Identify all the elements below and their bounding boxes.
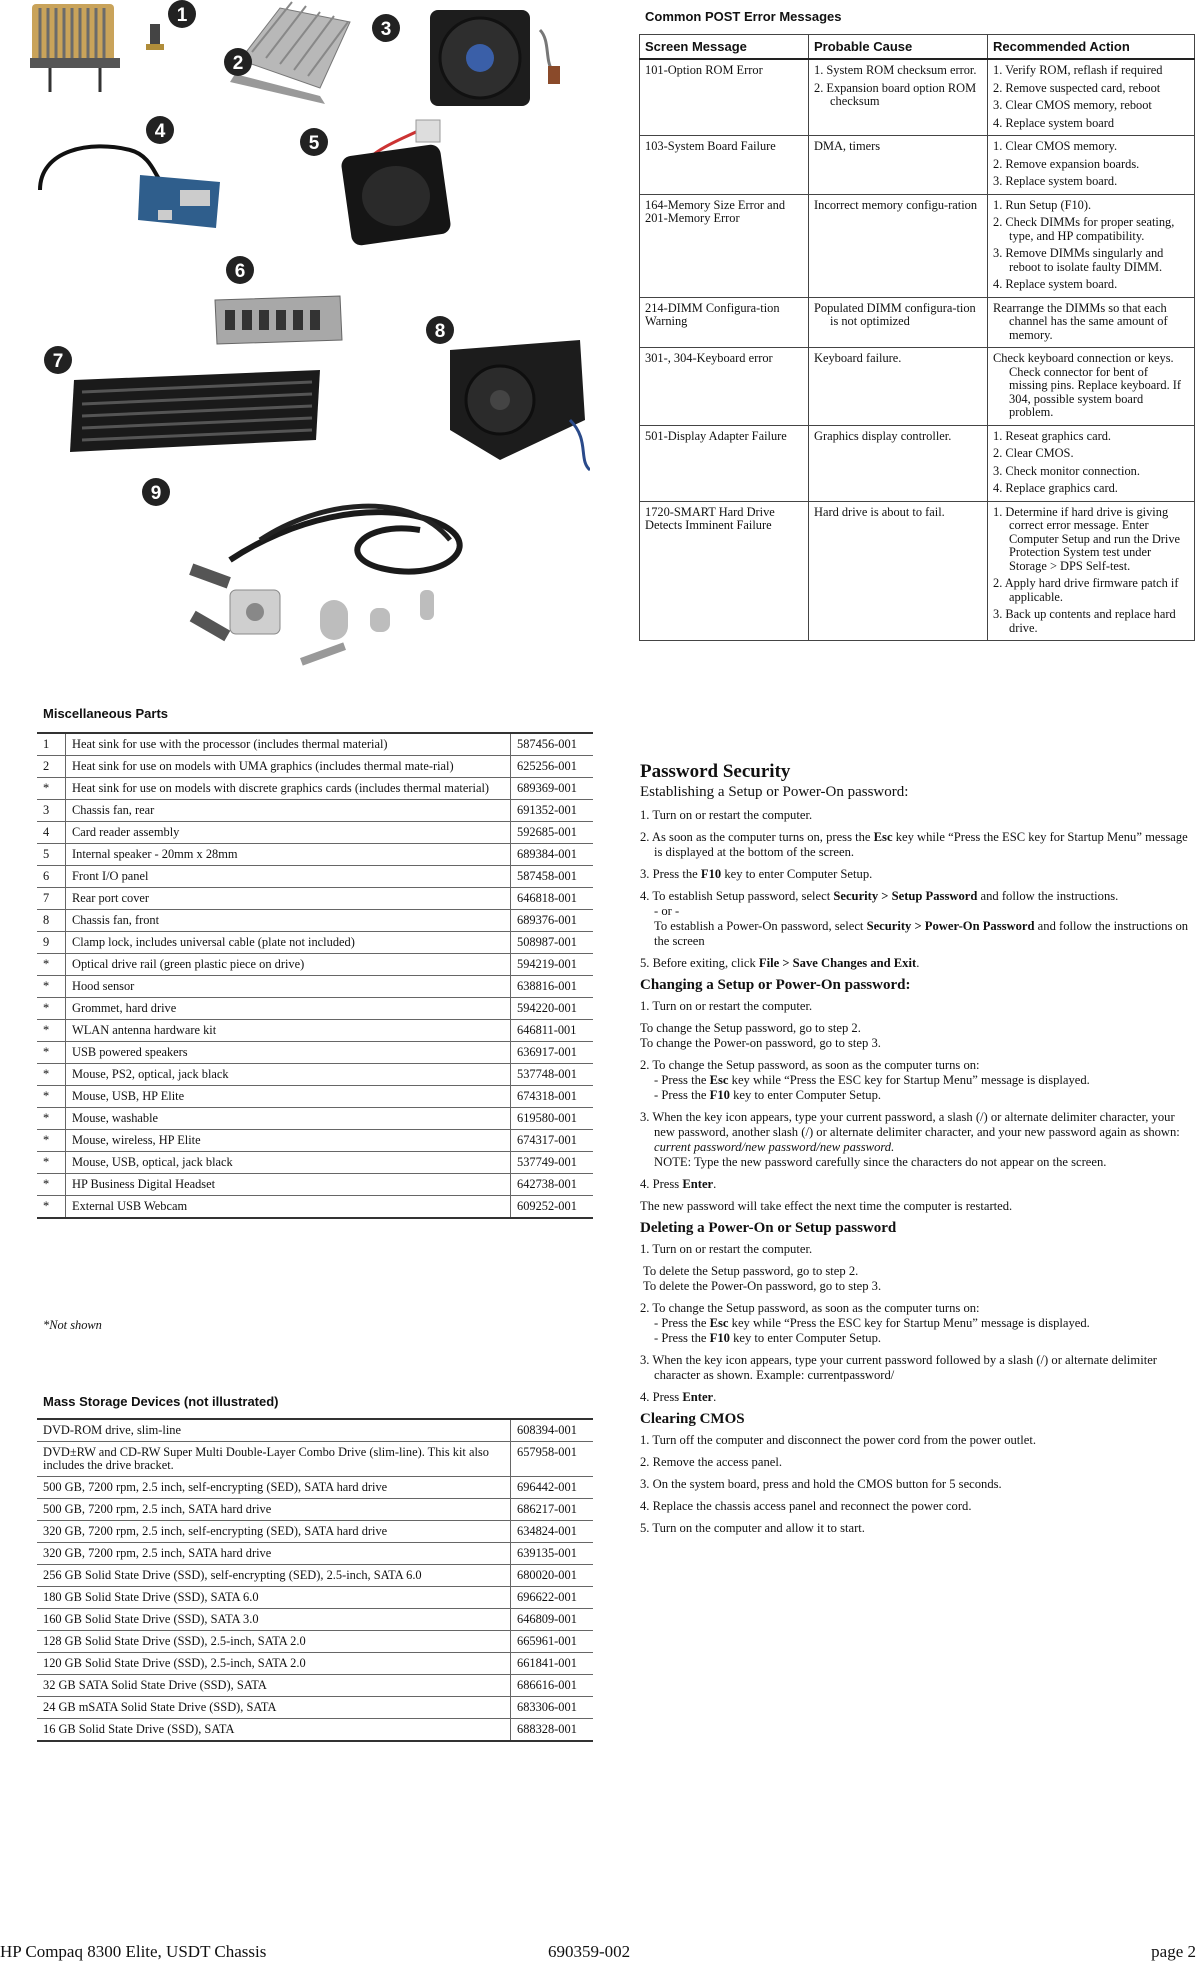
callout-5	[300, 128, 328, 156]
footer-page-number: page 2	[1151, 1942, 1196, 1961]
misc-part-row	[37, 733, 593, 756]
change-step-1: 1. Turn on or restart the computer.	[640, 999, 813, 1013]
post-errors-title: Common POST Error Messages	[645, 9, 842, 24]
mass-storage-title: Mass Storage Devices (not illustrated)	[43, 1394, 279, 1409]
misc-part-number-label: *	[37, 1064, 66, 1086]
misc-part-spare-number: 594219-001	[511, 954, 594, 976]
delete-routing-text: To delete the Setup password, go to step 2. To delete the Power-On password, go to step 3.	[643, 1264, 882, 1293]
misc-part-number-label: *	[37, 954, 66, 976]
mass-storage-row	[37, 1719, 593, 1742]
misc-part-description: Heat sink for use with the processor (includes thermal material)	[66, 733, 511, 756]
mass-storage-row	[37, 1653, 593, 1675]
mass-storage-spare-number: 688328-001	[511, 1719, 594, 1742]
mass-storage-row	[37, 1587, 593, 1609]
misc-part-spare-number: 537749-001	[511, 1152, 594, 1174]
misc-part-row	[37, 1064, 593, 1086]
misc-part-row	[37, 866, 593, 888]
misc-part-spare-number: 636917-001	[511, 1042, 594, 1064]
misc-part-row	[37, 822, 593, 844]
change-password-heading: Changing a Setup or Power-On password:	[640, 977, 911, 993]
misc-part-spare-number: 674317-001	[511, 1130, 594, 1152]
mass-storage-spare-number: 634824-001	[511, 1521, 594, 1543]
misc-part-description: External USB Webcam	[66, 1196, 511, 1219]
post-action-line: 3. Remove DIMMs singularly and reboot to isolate faulty DIMM.	[993, 246, 1164, 274]
password-security-section	[640, 761, 1196, 1543]
post-probable-cause	[809, 425, 988, 501]
misc-part-number-label: 7	[37, 888, 66, 910]
misc-part-number-label: 8	[37, 910, 66, 932]
misc-part-description: Heat sink for use on models with UMA graphics (includes thermal mate-rial)	[66, 756, 511, 778]
post-screen-message: 301-, 304-Keyboard error	[640, 348, 809, 426]
part-card-reader	[40, 146, 220, 228]
post-action-line: 4. Replace system board	[993, 115, 1115, 130]
misc-part-number-label: *	[37, 1020, 66, 1042]
mass-storage-description: DVD±RW and CD-RW Super Multi Double-Layer Combo Drive (slim-line). This kit also includes the drive bracket.	[37, 1442, 511, 1477]
part-chassis-fan-rear	[430, 10, 560, 106]
mass-storage-row	[37, 1419, 593, 1442]
password-security-heading: Password Security	[640, 761, 791, 782]
misc-part-description: Chassis fan, front	[66, 910, 511, 932]
misc-part-spare-number: 642738-001	[511, 1174, 594, 1196]
svg-text:4: 4	[154, 121, 166, 142]
post-action-line: 4. Replace system board.	[993, 277, 1118, 291]
misc-part-description: USB powered speakers	[66, 1042, 511, 1064]
misc-part-spare-number: 537748-001	[511, 1064, 594, 1086]
callout-4	[146, 116, 174, 144]
misc-part-number-label: *	[37, 1152, 66, 1174]
establish-step-5: 5. Before exiting, click File > Save Changes and Exit.	[640, 956, 920, 970]
post-cause-line: 1. System ROM checksum error.	[814, 63, 977, 77]
callout-2	[224, 48, 252, 76]
post-probable-cause	[809, 136, 988, 195]
misc-part-row	[37, 998, 593, 1020]
part-internal-speaker	[340, 120, 452, 247]
post-action-line: 4. Replace graphics card.	[993, 481, 1118, 495]
post-header-recommended-action: Recommended Action	[988, 35, 1195, 60]
misc-part-description: Internal speaker - 20mm x 28mm	[66, 844, 511, 866]
mass-storage-spare-number: 686217-001	[511, 1499, 594, 1521]
misc-part-description: Mouse, USB, HP Elite	[66, 1086, 511, 1108]
misc-part-row	[37, 844, 593, 866]
misc-part-row	[37, 888, 593, 910]
misc-part-number-label: *	[37, 976, 66, 998]
misc-part-spare-number: 689384-001	[511, 844, 594, 866]
change-effect-text: The new password will take effect the next time the computer is restarted.	[640, 1199, 1013, 1213]
post-action-line: 1. Run Setup (F10).	[993, 197, 1092, 212]
post-cause-line: Incorrect memory configu-ration	[814, 197, 978, 212]
misc-part-spare-number: 587456-001	[511, 733, 594, 756]
mass-storage-row	[37, 1543, 593, 1565]
misc-part-spare-number: 609252-001	[511, 1196, 594, 1219]
svg-text:8: 8	[434, 321, 446, 342]
misc-part-row	[37, 1108, 593, 1130]
mass-storage-description: 160 GB Solid State Drive (SSD), SATA 3.0	[37, 1609, 511, 1631]
establish-password-lead: Establishing a Setup or Power-On password:	[640, 784, 909, 800]
part-chassis-fan-front	[450, 340, 590, 470]
post-recommended-action	[988, 501, 1195, 641]
mass-storage-description: 320 GB, 7200 rpm, 2.5 inch, SATA hard drive	[37, 1543, 511, 1565]
cmos-step-1: 1. Turn off the computer and disconnect the power cord from the power outlet.	[640, 1433, 1037, 1447]
misc-part-number-label: *	[37, 778, 66, 800]
mass-storage-row	[37, 1631, 593, 1653]
misc-part-description: Front I/O panel	[66, 866, 511, 888]
mass-storage-description: 24 GB mSATA Solid State Drive (SSD), SATA	[37, 1697, 511, 1719]
misc-part-spare-number: 646811-001	[511, 1020, 594, 1042]
change-step-2: 2. To change the Setup password, as soon as the computer turns on: - Press the Esc key while “Press the ESC key for Startup Menu” message is displayed. - Press the F10 key to enter Computer Setup.	[640, 1058, 1090, 1102]
mass-storage-row	[37, 1675, 593, 1697]
callout-9	[142, 478, 170, 506]
misc-part-spare-number: 691352-001	[511, 800, 594, 822]
misc-part-description: Heat sink for use on models with discrete graphics cards (includes thermal material)	[66, 778, 511, 800]
misc-part-description: Mouse, washable	[66, 1108, 511, 1130]
misc-parts-table	[37, 732, 593, 1219]
post-action-line: 1. Determine if hard drive is giving correct error message. Enter Computer Setup and run the Drive Protection System test under Storage > DPS Self-test.	[993, 504, 1181, 573]
post-cause-line: Graphics display controller.	[814, 428, 952, 443]
footer-doc-number: 690359-002	[548, 1942, 631, 1961]
misc-part-description: Rear port cover	[66, 888, 511, 910]
svg-text:3: 3	[380, 19, 392, 40]
misc-part-row	[37, 778, 593, 800]
misc-part-spare-number: 625256-001	[511, 756, 594, 778]
post-action-line: Check keyboard connection or keys. Check connector for bent of missing pins. Replace keyboard. If 304, possible system board problem.	[993, 351, 1182, 419]
post-error-row	[640, 348, 1195, 426]
delete-password-heading: Deleting a Power-On or Setup password	[640, 1220, 897, 1236]
post-action-line: 2. Check DIMMs for proper seating, type, and HP compatibility.	[993, 215, 1175, 243]
mass-storage-description: 500 GB, 7200 rpm, 2.5 inch, self-encrypting (SED), SATA hard drive	[37, 1477, 511, 1499]
post-action-line: 2. Clear CMOS.	[993, 446, 1074, 460]
misc-part-spare-number: 592685-001	[511, 822, 594, 844]
misc-part-row	[37, 1020, 593, 1042]
misc-part-description: Mouse, PS2, optical, jack black	[66, 1064, 511, 1086]
post-action-line: Rearrange the DIMMs so that each channel has the same amount of memory.	[993, 300, 1168, 342]
post-probable-cause	[809, 348, 988, 426]
misc-part-description: Mouse, USB, optical, jack black	[66, 1152, 511, 1174]
post-header-probable-cause: Probable Cause	[809, 35, 988, 60]
mass-storage-table	[37, 1418, 593, 1742]
misc-part-description: Chassis fan, rear	[66, 800, 511, 822]
mass-storage-spare-number: 696622-001	[511, 1587, 594, 1609]
post-screen-message: 103-System Board Failure	[640, 136, 809, 195]
misc-part-description: HP Business Digital Headset	[66, 1174, 511, 1196]
mass-storage-spare-number: 696442-001	[511, 1477, 594, 1499]
misc-part-description: Optical drive rail (green plastic piece on drive)	[66, 954, 511, 976]
misc-part-number-label: 6	[37, 866, 66, 888]
post-probable-cause	[809, 501, 988, 641]
establish-step-4: 4. To establish Setup password, select Security > Setup Password and follow the instructions. - or - To establish a Power-On password, select Security > Power-On Password and follow the instructions on the screen	[640, 889, 1189, 948]
post-recommended-action	[988, 136, 1195, 195]
misc-part-row	[37, 1042, 593, 1064]
establish-step-3: 3. Press the F10 key to enter Computer Setup.	[640, 867, 873, 881]
post-action-line: 1. Clear CMOS memory.	[993, 139, 1118, 153]
misc-part-row	[37, 910, 593, 932]
mass-storage-row	[37, 1477, 593, 1499]
post-screen-message: 214-DIMM Configura-tion Warning	[640, 297, 809, 348]
post-action-line: 3. Replace system board.	[993, 174, 1118, 188]
delete-step-3: 3. When the key icon appears, type your current password followed by a slash (/) or alternate delimiter character as shown. Example: currentpassword/	[640, 1353, 1157, 1382]
clearing-cmos-heading: Clearing CMOS	[640, 1411, 745, 1427]
svg-text:9: 9	[150, 483, 162, 504]
mass-storage-spare-number: 686616-001	[511, 1675, 594, 1697]
svg-text:7: 7	[52, 351, 64, 372]
post-screen-message: 1720-SMART Hard Drive Detects Imminent Failure	[640, 501, 809, 641]
post-cause-line: 2. Expansion board option ROM checksum	[814, 80, 977, 108]
part-clamp-lock	[189, 506, 460, 665]
post-cause-line: Populated DIMM configura-tion is not optimized	[814, 300, 976, 328]
not-shown-note: *Not shown	[43, 1318, 102, 1332]
post-action-line: 2. Remove expansion boards.	[993, 156, 1140, 171]
misc-part-row	[37, 1086, 593, 1108]
misc-part-row	[37, 932, 593, 954]
post-action-line: 3. Clear CMOS memory, reboot	[993, 98, 1152, 112]
mass-storage-spare-number: 661841-001	[511, 1653, 594, 1675]
misc-part-number-label: 3	[37, 800, 66, 822]
misc-part-number-label: 5	[37, 844, 66, 866]
misc-part-spare-number: 587458-001	[511, 866, 594, 888]
post-action-line: 3. Check monitor connection.	[993, 463, 1140, 478]
post-probable-cause	[809, 59, 988, 136]
misc-part-description: Hood sensor	[66, 976, 511, 998]
misc-part-spare-number: 689369-001	[511, 778, 594, 800]
cmos-step-5: 5. Turn on the computer and allow it to start.	[640, 1521, 865, 1535]
svg-text:6: 6	[234, 261, 246, 282]
misc-part-row	[37, 800, 593, 822]
misc-part-row	[37, 1174, 593, 1196]
post-error-row	[640, 297, 1195, 348]
mass-storage-description: 256 GB Solid State Drive (SSD), self-encrypting (SED), 2.5-inch, SATA 6.0	[37, 1565, 511, 1587]
post-screen-message: 101-Option ROM Error	[640, 59, 809, 136]
delete-step-1: 1. Turn on or restart the computer.	[640, 1242, 813, 1256]
misc-part-number-label: *	[37, 1108, 66, 1130]
misc-part-description: Clamp lock, includes universal cable (plate not included)	[66, 932, 511, 954]
post-header-screen-message: Screen Message	[640, 35, 809, 60]
mass-storage-description: 120 GB Solid State Drive (SSD), 2.5-inch, SATA 2.0	[37, 1653, 511, 1675]
post-recommended-action	[988, 425, 1195, 501]
misc-part-spare-number: 646818-001	[511, 888, 594, 910]
establish-step-2: 2. As soon as the computer turns on, press the Esc key while “Press the ESC key for Startup Menu” message is displayed at the bottom of the screen.	[640, 830, 1188, 859]
post-error-row	[640, 59, 1195, 136]
mass-storage-description: DVD-ROM drive, slim-line	[37, 1419, 511, 1442]
misc-part-spare-number: 508987-001	[511, 932, 594, 954]
post-action-line: 3. Back up contents and replace hard drive.	[993, 607, 1176, 635]
misc-part-number-label: *	[37, 1130, 66, 1152]
misc-part-row	[37, 976, 593, 998]
misc-part-number-label: *	[37, 1174, 66, 1196]
post-action-line: 2. Apply hard drive firmware patch if applicable.	[993, 576, 1179, 604]
mass-storage-spare-number: 683306-001	[511, 1697, 594, 1719]
post-errors-table	[639, 34, 1195, 641]
misc-part-row	[37, 1196, 593, 1219]
delete-step-2: 2. To change the Setup password, as soon as the computer turns on: - Press the Esc key while “Press the ESC key for Startup Menu” message is displayed. - Press the F10 key to enter Computer Setup.	[640, 1301, 1090, 1345]
post-screen-message: 501-Display Adapter Failure	[640, 425, 809, 501]
mass-storage-description: 16 GB Solid State Drive (SSD), SATA	[37, 1719, 511, 1742]
part-screw	[146, 24, 164, 50]
post-error-row	[640, 136, 1195, 195]
post-error-row	[640, 194, 1195, 297]
change-step-3: 3. When the key icon appears, type your current password, a slash (/) or alternate delimiter character, your new password, another slash (/) or alternate delimiter character, and your new password again as shown: current password/new password/new password. NOTE: Type the new password carefully since the characters do not appear on the screen.	[640, 1110, 1180, 1169]
misc-part-number-label: 1	[37, 733, 66, 756]
misc-part-number-label: *	[37, 1086, 66, 1108]
change-step-4: 4. Press Enter.	[640, 1177, 717, 1191]
misc-part-spare-number: 619580-001	[511, 1108, 594, 1130]
misc-part-number-label: *	[37, 998, 66, 1020]
post-screen-message: 164-Memory Size Error and 201-Memory Error	[640, 194, 809, 297]
mass-storage-row	[37, 1521, 593, 1543]
svg-text:2: 2	[232, 53, 244, 74]
post-probable-cause	[809, 297, 988, 348]
footer-product-name: HP Compaq 8300 Elite, USDT Chassis	[0, 1942, 267, 1961]
post-recommended-action	[988, 297, 1195, 348]
cmos-step-4: 4. Replace the chassis access panel and reconnect the power cord.	[640, 1499, 972, 1513]
post-action-line: 1. Reseat graphics card.	[993, 428, 1112, 443]
mass-storage-spare-number: 680020-001	[511, 1565, 594, 1587]
misc-part-row	[37, 1130, 593, 1152]
post-action-line: 1. Verify ROM, reflash if required	[993, 63, 1163, 77]
callout-3	[372, 14, 400, 42]
post-recommended-action	[988, 59, 1195, 136]
misc-part-description: WLAN antenna hardware kit	[66, 1020, 511, 1042]
mass-storage-spare-number: 646809-001	[511, 1609, 594, 1631]
misc-part-spare-number: 674318-001	[511, 1086, 594, 1108]
misc-part-row	[37, 1152, 593, 1174]
misc-part-number-label: 2	[37, 756, 66, 778]
misc-part-number-label: *	[37, 1196, 66, 1219]
part-heat-sink-processor	[30, 4, 120, 92]
post-cause-line: DMA, timers	[814, 139, 881, 153]
misc-part-row	[37, 954, 593, 976]
post-recommended-action	[988, 348, 1195, 426]
callout-7	[44, 346, 72, 374]
misc-parts-title: Miscellaneous Parts	[43, 706, 168, 721]
cmos-step-3: 3. On the system board, press and hold the CMOS button for 5 seconds.	[640, 1477, 1002, 1491]
misc-part-description: Grommet, hard drive	[66, 998, 511, 1020]
mass-storage-spare-number: 657958-001	[511, 1442, 594, 1477]
mass-storage-description: 180 GB Solid State Drive (SSD), SATA 6.0	[37, 1587, 511, 1609]
callout-1	[168, 0, 196, 28]
mass-storage-description: 32 GB SATA Solid State Drive (SSD), SATA	[37, 1675, 511, 1697]
mass-storage-spare-number: 639135-001	[511, 1543, 594, 1565]
post-error-row	[640, 425, 1195, 501]
post-probable-cause	[809, 194, 988, 297]
svg-text:5: 5	[308, 133, 320, 154]
mass-storage-description: 320 GB, 7200 rpm, 2.5 inch, self-encrypting (SED), SATA hard drive	[37, 1521, 511, 1543]
post-error-row	[640, 501, 1195, 641]
misc-part-number-label: 9	[37, 932, 66, 954]
callout-8	[426, 316, 454, 344]
mass-storage-row	[37, 1499, 593, 1521]
callout-6	[226, 256, 254, 284]
misc-part-number-label: *	[37, 1042, 66, 1064]
mass-storage-row	[37, 1697, 593, 1719]
mass-storage-description: 500 GB, 7200 rpm, 2.5 inch, SATA hard drive	[37, 1499, 511, 1521]
mass-storage-description: 128 GB Solid State Drive (SSD), 2.5-inch, SATA 2.0	[37, 1631, 511, 1653]
mass-storage-spare-number: 608394-001	[511, 1419, 594, 1442]
mass-storage-spare-number: 665961-001	[511, 1631, 594, 1653]
post-action-line: 2. Remove suspected card, reboot	[993, 80, 1161, 95]
svg-text:1: 1	[176, 5, 188, 26]
change-routing-text: To change the Setup password, go to step 2. To change the Power-on password, go to step 3.	[640, 1021, 881, 1050]
misc-part-description: Mouse, wireless, HP Elite	[66, 1130, 511, 1152]
misc-part-spare-number: 689376-001	[511, 910, 594, 932]
mass-storage-row	[37, 1442, 593, 1477]
misc-part-spare-number: 638816-001	[511, 976, 594, 998]
cmos-step-2: 2. Remove the access panel.	[640, 1455, 782, 1469]
misc-part-row	[37, 756, 593, 778]
post-cause-line: Hard drive is about to fail.	[814, 504, 945, 519]
mass-storage-row	[37, 1565, 593, 1587]
mass-storage-row	[37, 1609, 593, 1631]
parts-illustration	[30, 0, 590, 680]
part-rear-port-cover	[70, 370, 320, 452]
misc-part-spare-number: 594220-001	[511, 998, 594, 1020]
post-recommended-action	[988, 194, 1195, 297]
delete-step-4: 4. Press Enter.	[640, 1390, 717, 1404]
part-front-io-panel	[215, 296, 342, 344]
post-cause-line: Keyboard failure.	[814, 351, 902, 365]
misc-part-number-label: 4	[37, 822, 66, 844]
establish-step-1: 1. Turn on or restart the computer.	[640, 808, 813, 822]
misc-part-description: Card reader assembly	[66, 822, 511, 844]
